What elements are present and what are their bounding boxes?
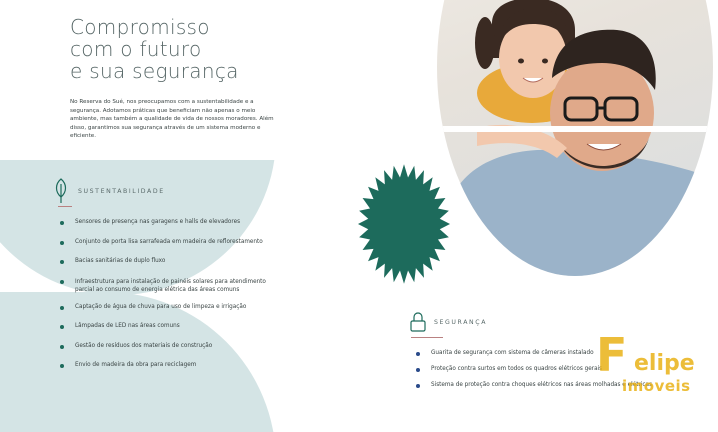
family-photo	[437, 0, 713, 276]
watermark-letter-f: F	[596, 328, 628, 382]
title-line-2: com o futuro	[70, 37, 202, 61]
list-item: Gestão de resíduos dos materiais de construção	[60, 343, 282, 349]
photo-illustration	[437, 0, 713, 276]
title-line-1: Compromisso	[70, 15, 210, 39]
list-item: Proteção contra surtos em todos os quadros elétricos gerais	[416, 366, 666, 372]
list-item: Conjunto de porta lisa sarrafeada em madeira de reflorestamento	[60, 239, 282, 245]
list-item: Sensores de presença nas garagens e halls de elevadores	[60, 219, 282, 225]
seguranca-title: SEGURANÇA	[434, 318, 488, 326]
sustentabilidade-title: SUSTENTABILIDADE	[78, 187, 165, 195]
seguranca-header	[410, 312, 487, 332]
padlock-icon	[410, 312, 426, 332]
watermark-logo	[594, 328, 714, 400]
watermark-line-2: imoveis	[622, 377, 691, 395]
list-item: Bacias sanitárias de duplo fluxo	[60, 258, 282, 264]
page-title	[70, 16, 239, 82]
starburst-shape	[356, 162, 452, 286]
section-rule	[58, 206, 72, 207]
list-item: Lâmpadas de LED nas áreas comuns	[60, 323, 282, 329]
watermark-line-1: elipe	[634, 351, 695, 376]
list-item: Infraestrutura para instalação de painéis solares para atendimento parcial ao consumo de energia elétrica das áreas comuns	[60, 278, 282, 294]
title-line-3: e sua segurança	[70, 59, 239, 83]
list-item: Sistema de proteção contra choques elétricos nas áreas molhadas e elétricas	[416, 382, 666, 388]
leaf-icon	[54, 178, 68, 204]
section-rule	[411, 337, 443, 338]
list-item: Envio de madeira da obra para reciclagem	[60, 362, 282, 368]
sustentabilidade-list	[60, 219, 282, 368]
intro-paragraph: No Reserva do Sué, nos preocupamos com a sustentabilidade e a segurança. Adotamos práticas que beneficiam não apenas o meio ambiente, mas também a qualidade de vida de nossos moradores. Além disso, garantimos sua segurança através de um sistema moderno e eficiente.	[70, 99, 274, 140]
list-item: Guarita de segurança com sistema de câmeras instalado	[416, 350, 666, 356]
list-item: Captação de água de chuva para uso de limpeza e irrigação	[60, 304, 282, 310]
sustentabilidade-header	[54, 178, 165, 204]
photo-divider-band	[437, 126, 713, 132]
